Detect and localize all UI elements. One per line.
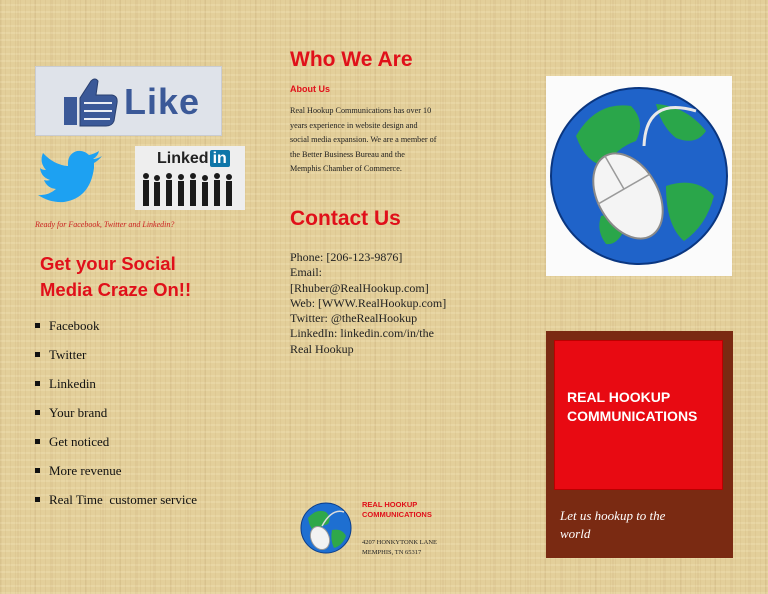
bullet-icon xyxy=(35,410,40,415)
footer-address: 4207 HONKYTONK LANE MEMPHIS, TN 65317 xyxy=(362,539,437,556)
list-item: More revenue xyxy=(35,463,197,492)
contact-email: [Rhuber@RealHookup.com] xyxy=(290,280,429,295)
list-item: Real Time customer service xyxy=(35,492,197,521)
thumbs-up-icon xyxy=(62,75,120,129)
list-item: Twitter xyxy=(35,347,197,376)
globe-mouse-image xyxy=(546,76,732,276)
contact-details xyxy=(290,250,490,357)
brand-name: REAL HOOKUP COMMUNICATIONS xyxy=(567,389,698,424)
contact-email-label: Email: xyxy=(290,265,322,280)
globe-mouse-small-icon xyxy=(298,500,354,556)
brand-slogan: Let us hookup to the world xyxy=(560,508,666,541)
linkedin-badge xyxy=(135,146,245,210)
twitter-bird-icon xyxy=(38,150,104,204)
footer-company-name: REAL HOOKUP COMMUNICATIONS xyxy=(362,500,432,519)
brand-panel xyxy=(546,331,733,558)
social-headline: Get your Social Media Craze On!! xyxy=(40,253,192,300)
list-item: Linkedin xyxy=(35,376,197,405)
people-silhouettes-icon xyxy=(139,170,241,208)
bullet-icon xyxy=(35,323,40,328)
brand-box xyxy=(554,340,723,490)
benefits-list xyxy=(35,318,197,521)
about-body: Real Hookup Communications has over 10 years experience in website design and social media expansion. We are a member of the Better Business Bureau and the Memphis Chamber of Commerce. xyxy=(290,106,437,173)
bullet-icon xyxy=(35,497,40,502)
bullet-icon xyxy=(35,381,40,386)
about-us-heading: About Us xyxy=(290,84,330,94)
bullet-icon xyxy=(35,439,40,444)
contact-phone: Phone: [206-123-9876] xyxy=(290,250,403,264)
contact-twitter: Twitter: @theRealHookup xyxy=(290,311,418,326)
globe-mouse-icon xyxy=(546,76,732,276)
list-item: Your brand xyxy=(35,405,197,434)
bullet-icon xyxy=(35,468,40,473)
list-item: Get noticed xyxy=(35,434,197,463)
contact-linkedin: LinkedIn: linkedin.com/in/the xyxy=(290,326,434,341)
linkedin-logo: Linked in xyxy=(157,150,230,168)
contact-linkedin-cont: Real Hookup xyxy=(290,341,354,356)
bullet-icon xyxy=(35,352,40,357)
who-we-are-heading: Who We Are xyxy=(290,48,413,71)
contact-web: Web: [WWW.RealHookup.com] xyxy=(290,295,447,310)
contact-us-heading: Contact Us xyxy=(290,207,401,230)
like-badge xyxy=(35,66,222,136)
tagline: Ready for Facebook, Twitter and Linkedin? xyxy=(35,220,175,229)
like-text: Like xyxy=(124,81,201,122)
list-item: Facebook xyxy=(35,318,197,347)
